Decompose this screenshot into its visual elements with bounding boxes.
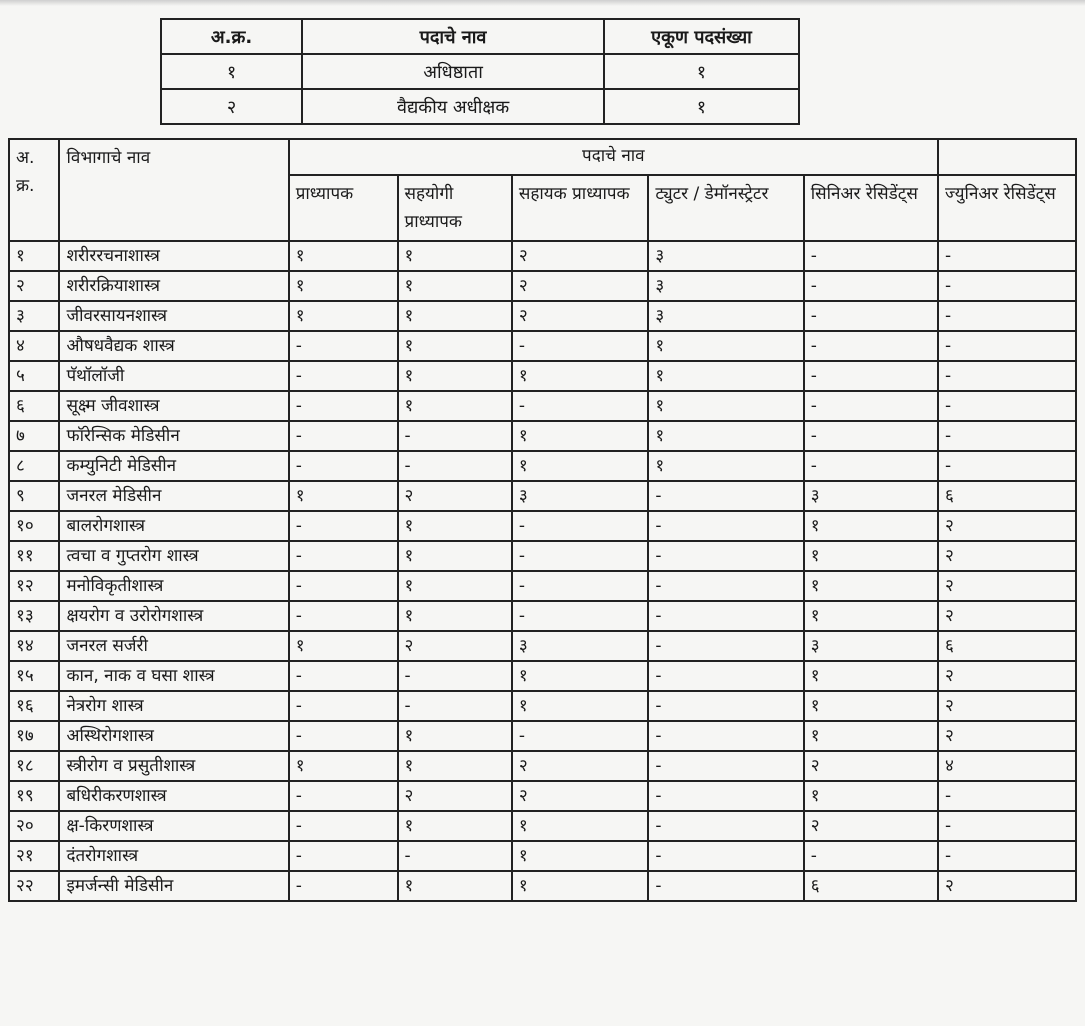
dept-cell-tutor: १	[648, 421, 803, 451]
dept-header-professor: प्राध्यापक	[289, 175, 398, 241]
dept-cell-junior-res: २	[938, 661, 1076, 691]
dept-cell-no: २	[9, 271, 59, 301]
dept-cell-tutor: -	[648, 631, 803, 661]
dept-cell-professor: -	[289, 511, 398, 541]
table-row	[9, 661, 1076, 691]
dept-cell-junior-res: २	[938, 601, 1076, 631]
dept-cell-professor: -	[289, 391, 398, 421]
dept-cell-tutor: -	[648, 721, 803, 751]
table-row	[9, 691, 1076, 721]
table-row	[9, 481, 1076, 511]
dept-cell-name: शरीरक्रियाशास्त्र	[59, 271, 288, 301]
table-row	[9, 721, 1076, 751]
dept-cell-senior-res: -	[804, 451, 938, 481]
dept-cell-senior-res: -	[804, 331, 938, 361]
summary-header-count: एकूण पदसंख्या	[604, 19, 799, 54]
dept-cell-associate: -	[398, 841, 512, 871]
dept-cell-assistant: १	[512, 361, 648, 391]
dept-cell-tutor: -	[648, 691, 803, 721]
dept-cell-name: कम्युनिटी मेडिसीन	[59, 451, 288, 481]
dept-cell-professor: -	[289, 841, 398, 871]
dept-cell-professor: -	[289, 541, 398, 571]
dept-cell-professor: -	[289, 811, 398, 841]
table-row	[9, 391, 1076, 421]
dept-cell-name: कान, नाक व घसा शास्त्र	[59, 661, 288, 691]
dept-cell-assistant: २	[512, 271, 648, 301]
dept-cell-no: १	[9, 241, 59, 271]
dept-cell-name: जीवरसायनशास्त्र	[59, 301, 288, 331]
dept-cell-assistant: १	[512, 871, 648, 901]
table-row	[9, 301, 1076, 331]
dept-cell-name: जनरल सर्जरी	[59, 631, 288, 661]
dept-cell-no: १२	[9, 571, 59, 601]
dept-cell-junior-res: -	[938, 451, 1076, 481]
summary-table	[160, 18, 800, 125]
dept-cell-professor: -	[289, 721, 398, 751]
dept-cell-senior-res: -	[804, 421, 938, 451]
table-row	[9, 451, 1076, 481]
dept-header-post-group: पदाचे नाव	[289, 139, 938, 175]
dept-cell-tutor: १	[648, 361, 803, 391]
dept-cell-associate: २	[398, 631, 512, 661]
dept-cell-associate: १	[398, 811, 512, 841]
dept-cell-associate: -	[398, 421, 512, 451]
dept-cell-no: २२	[9, 871, 59, 901]
dept-cell-professor: १	[289, 631, 398, 661]
dept-cell-junior-res: २	[938, 721, 1076, 751]
summary-header-post: पदाचे नाव	[302, 19, 604, 54]
dept-cell-assistant: ३	[512, 631, 648, 661]
summary-row	[161, 89, 799, 124]
dept-cell-junior-res: -	[938, 421, 1076, 451]
dept-cell-name: मनोविकृतीशास्त्र	[59, 571, 288, 601]
dept-cell-junior-res: -	[938, 331, 1076, 361]
dept-cell-senior-res: १	[804, 541, 938, 571]
dept-cell-senior-res: २	[804, 751, 938, 781]
dept-header-blank	[938, 139, 1076, 175]
summary-cell-no: १	[161, 54, 302, 89]
dept-cell-name: बालरोगशास्त्र	[59, 511, 288, 541]
dept-cell-no: १६	[9, 691, 59, 721]
dept-cell-assistant: १	[512, 661, 648, 691]
dept-cell-name: शरीररचनाशास्त्र	[59, 241, 288, 271]
dept-cell-tutor: -	[648, 511, 803, 541]
table-row	[9, 871, 1076, 901]
dept-table-body	[9, 241, 1076, 901]
dept-cell-associate: -	[398, 451, 512, 481]
dept-cell-junior-res: ६	[938, 631, 1076, 661]
dept-cell-assistant: २	[512, 751, 648, 781]
dept-cell-junior-res: -	[938, 271, 1076, 301]
dept-cell-assistant: २	[512, 241, 648, 271]
table-row	[9, 631, 1076, 661]
dept-cell-assistant: २	[512, 301, 648, 331]
dept-cell-associate: -	[398, 691, 512, 721]
dept-cell-tutor: १	[648, 451, 803, 481]
dept-cell-professor: -	[289, 421, 398, 451]
department-posts-table	[8, 138, 1077, 902]
dept-cell-associate: १	[398, 331, 512, 361]
dept-cell-no: ३	[9, 301, 59, 331]
dept-cell-professor: १	[289, 241, 398, 271]
top-edge	[0, 0, 1085, 6]
dept-cell-associate: १	[398, 721, 512, 751]
dept-cell-professor: -	[289, 571, 398, 601]
dept-cell-junior-res: -	[938, 391, 1076, 421]
table-row	[9, 511, 1076, 541]
dept-cell-no: १५	[9, 661, 59, 691]
dept-cell-name: फॉरेन्सिक मेडिसीन	[59, 421, 288, 451]
summary-cell-no: २	[161, 89, 302, 124]
dept-cell-name: स्त्रीरोग व प्रसुतीशास्त्र	[59, 751, 288, 781]
table-row	[9, 541, 1076, 571]
dept-cell-associate: १	[398, 511, 512, 541]
dept-cell-tutor: ३	[648, 241, 803, 271]
summary-cell-post: वैद्यकीय अधीक्षक	[302, 89, 604, 124]
dept-cell-name: जनरल मेडिसीन	[59, 481, 288, 511]
dept-cell-assistant: -	[512, 601, 648, 631]
dept-cell-no: १४	[9, 631, 59, 661]
dept-cell-professor: १	[289, 301, 398, 331]
dept-cell-name: दंतरोगशास्त्र	[59, 841, 288, 871]
dept-cell-associate: १	[398, 871, 512, 901]
dept-cell-junior-res: २	[938, 871, 1076, 901]
dept-cell-associate: १	[398, 361, 512, 391]
dept-cell-no: ६	[9, 391, 59, 421]
dept-cell-assistant: १	[512, 691, 648, 721]
dept-cell-senior-res: १	[804, 511, 938, 541]
dept-cell-professor: -	[289, 661, 398, 691]
dept-cell-junior-res: -	[938, 811, 1076, 841]
summary-cell-post: अधिष्ठाता	[302, 54, 604, 89]
dept-cell-junior-res: -	[938, 301, 1076, 331]
dept-cell-no: १३	[9, 601, 59, 631]
dept-cell-senior-res: -	[804, 301, 938, 331]
table-row	[9, 241, 1076, 271]
table-row	[9, 331, 1076, 361]
dept-cell-senior-res: १	[804, 601, 938, 631]
dept-cell-no: ८	[9, 451, 59, 481]
dept-cell-associate: १	[398, 391, 512, 421]
dept-cell-associate: १	[398, 301, 512, 331]
dept-cell-assistant: ३	[512, 481, 648, 511]
dept-cell-no: ११	[9, 541, 59, 571]
dept-cell-tutor: ३	[648, 271, 803, 301]
summary-cell-count: १	[604, 89, 799, 124]
dept-cell-professor: १	[289, 481, 398, 511]
dept-cell-no: ७	[9, 421, 59, 451]
dept-cell-name: क्षयरोग व उरोरोगशास्त्र	[59, 601, 288, 631]
dept-cell-junior-res: ४	[938, 751, 1076, 781]
dept-cell-senior-res: ६	[804, 871, 938, 901]
dept-cell-senior-res: ३	[804, 631, 938, 661]
dept-cell-senior-res: -	[804, 241, 938, 271]
dept-cell-junior-res: २	[938, 691, 1076, 721]
dept-cell-assistant: १	[512, 811, 648, 841]
dept-header-row-1	[9, 139, 1076, 175]
dept-cell-name: पॅथॉलॉजी	[59, 361, 288, 391]
table-row	[9, 571, 1076, 601]
dept-cell-senior-res: -	[804, 361, 938, 391]
dept-header-tutor: ट्युटर / डेमॉनस्ट्रेटर	[648, 175, 803, 241]
dept-header-assistant-professor: सहायक प्राध्यापक	[512, 175, 648, 241]
dept-cell-no: १८	[9, 751, 59, 781]
dept-cell-tutor: -	[648, 661, 803, 691]
dept-cell-senior-res: -	[804, 391, 938, 421]
dept-cell-junior-res: २	[938, 541, 1076, 571]
dept-cell-name: इमर्जन्सी मेडिसीन	[59, 871, 288, 901]
dept-cell-junior-res: ६	[938, 481, 1076, 511]
dept-cell-assistant: -	[512, 721, 648, 751]
table-row	[9, 271, 1076, 301]
dept-cell-no: १०	[9, 511, 59, 541]
dept-cell-professor: १	[289, 751, 398, 781]
dept-cell-no: २१	[9, 841, 59, 871]
dept-cell-associate: २	[398, 781, 512, 811]
dept-cell-tutor: -	[648, 751, 803, 781]
dept-cell-assistant: -	[512, 511, 648, 541]
dept-cell-junior-res: -	[938, 241, 1076, 271]
dept-cell-assistant: -	[512, 571, 648, 601]
dept-cell-assistant: -	[512, 331, 648, 361]
dept-cell-associate: १	[398, 271, 512, 301]
dept-cell-no: २०	[9, 811, 59, 841]
dept-cell-tutor: -	[648, 811, 803, 841]
dept-cell-tutor: १	[648, 391, 803, 421]
dept-cell-senior-res: १	[804, 691, 938, 721]
dept-cell-associate: १	[398, 541, 512, 571]
dept-cell-professor: -	[289, 871, 398, 901]
dept-cell-tutor: -	[648, 871, 803, 901]
dept-cell-associate: १	[398, 601, 512, 631]
dept-cell-professor: -	[289, 601, 398, 631]
dept-cell-name: बधिरीकरणशास्त्र	[59, 781, 288, 811]
table-row	[9, 751, 1076, 781]
dept-cell-senior-res: १	[804, 781, 938, 811]
dept-cell-junior-res: -	[938, 841, 1076, 871]
dept-cell-associate: -	[398, 661, 512, 691]
summary-cell-count: १	[604, 54, 799, 89]
dept-cell-no: ९	[9, 481, 59, 511]
table-row	[9, 841, 1076, 871]
dept-header-name: विभागाचे नाव	[59, 139, 288, 241]
dept-cell-assistant: -	[512, 541, 648, 571]
dept-cell-junior-res: २	[938, 511, 1076, 541]
dept-cell-junior-res: -	[938, 781, 1076, 811]
dept-cell-professor: -	[289, 451, 398, 481]
dept-cell-tutor: -	[648, 601, 803, 631]
dept-cell-associate: १	[398, 241, 512, 271]
table-row	[9, 421, 1076, 451]
dept-cell-name: सूक्ष्म जीवशास्त्र	[59, 391, 288, 421]
dept-cell-no: ४	[9, 331, 59, 361]
table-row	[9, 781, 1076, 811]
dept-cell-assistant: १	[512, 451, 648, 481]
dept-cell-senior-res: -	[804, 841, 938, 871]
dept-header-no: अ. क्र.	[9, 139, 59, 241]
dept-cell-tutor: -	[648, 781, 803, 811]
dept-cell-senior-res: १	[804, 721, 938, 751]
dept-header-junior-residents: ज्युनिअर रेसिडेंट्स	[938, 175, 1076, 241]
table-row	[9, 601, 1076, 631]
dept-cell-assistant: १	[512, 421, 648, 451]
dept-cell-professor: -	[289, 781, 398, 811]
dept-cell-no: १७	[9, 721, 59, 751]
dept-cell-no: १९	[9, 781, 59, 811]
dept-header-associate-professor: सहयोगी प्राध्यापक	[398, 175, 512, 241]
dept-cell-senior-res: १	[804, 571, 938, 601]
dept-cell-professor: -	[289, 691, 398, 721]
dept-cell-junior-res: २	[938, 571, 1076, 601]
dept-cell-tutor: ३	[648, 301, 803, 331]
dept-cell-tutor: -	[648, 571, 803, 601]
dept-cell-associate: १	[398, 571, 512, 601]
dept-cell-senior-res: १	[804, 661, 938, 691]
dept-cell-no: ५	[9, 361, 59, 391]
dept-cell-professor: -	[289, 331, 398, 361]
table-row	[9, 811, 1076, 841]
dept-cell-assistant: -	[512, 391, 648, 421]
dept-cell-name: त्वचा व गुप्तरोग शास्त्र	[59, 541, 288, 571]
dept-cell-assistant: २	[512, 781, 648, 811]
dept-header-senior-residents: सिनिअर रेसिडेंट्स	[804, 175, 938, 241]
dept-cell-junior-res: -	[938, 361, 1076, 391]
summary-header-no: अ.क्र.	[161, 19, 302, 54]
dept-cell-associate: २	[398, 481, 512, 511]
dept-cell-assistant: १	[512, 841, 648, 871]
dept-cell-tutor: १	[648, 331, 803, 361]
dept-cell-senior-res: ३	[804, 481, 938, 511]
dept-cell-name: नेत्ररोग शास्त्र	[59, 691, 288, 721]
dept-cell-name: औषधवैद्यक शास्त्र	[59, 331, 288, 361]
dept-cell-professor: १	[289, 271, 398, 301]
dept-cell-associate: १	[398, 751, 512, 781]
dept-cell-senior-res: -	[804, 271, 938, 301]
summary-header-row	[161, 19, 799, 54]
summary-row	[161, 54, 799, 89]
dept-cell-tutor: -	[648, 541, 803, 571]
dept-cell-senior-res: २	[804, 811, 938, 841]
dept-cell-tutor: -	[648, 481, 803, 511]
table-row	[9, 361, 1076, 391]
dept-cell-name: क्ष-किरणशास्त्र	[59, 811, 288, 841]
dept-cell-professor: -	[289, 361, 398, 391]
dept-cell-name: अस्थिरोगशास्त्र	[59, 721, 288, 751]
dept-cell-tutor: -	[648, 841, 803, 871]
